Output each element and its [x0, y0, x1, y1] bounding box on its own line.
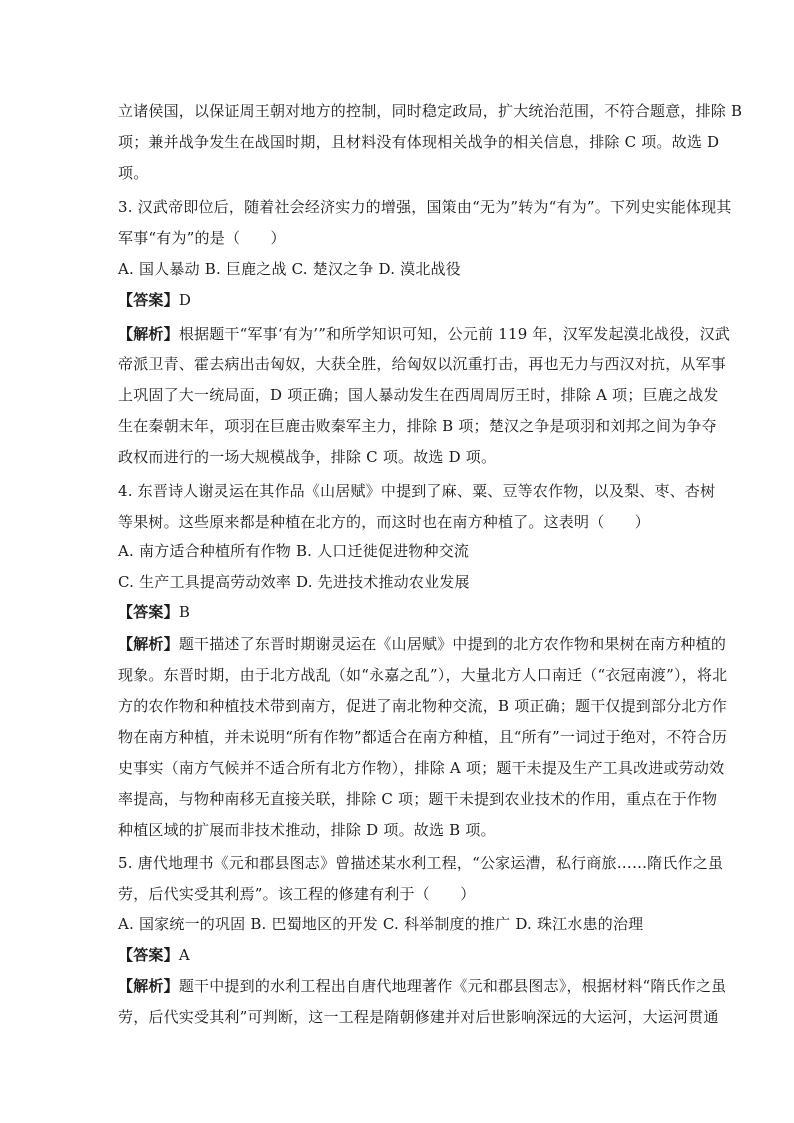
question-4-analysis: 种植区域的扩展而非技术推动，排除 D 项。故选 B 项。: [118, 821, 496, 839]
question-5-options: A. 国家统一的巩固 B. 巴蜀地区的开发 C. 科举制度的推广 D. 珠江水患的治理: [118, 915, 644, 933]
question-5-answer: [118, 945, 678, 965]
section-label: 【解析】: [118, 325, 179, 343]
section-label: 【答案】: [118, 291, 179, 309]
question-5-analysis: 劳，后代实受其利”可判断，这一工程是隋朝修建并对后世影响深远的大运河，大运河贯通: [118, 1008, 719, 1026]
section-text: 题干描述了东晋时期谢灵运在《山居赋》中提到的北方农作物和果树在南方种植的: [178, 635, 727, 653]
section-label: 【答案】: [118, 603, 179, 621]
question-3-answer: [118, 290, 678, 310]
question-4-answer: [118, 602, 678, 622]
question-5-analysis: [118, 976, 727, 996]
question-4-options: C. 生产工具提高劳动效率 D. 先进技术推动农业发展: [118, 573, 470, 591]
text-line: 项。: [118, 164, 149, 182]
section-label: 【解析】: [118, 977, 179, 995]
section-label: 【答案】: [118, 946, 179, 964]
question-3-analysis: 政权而进行的一场大规模战争，排除 C 项。故选 D 项。: [118, 448, 497, 466]
question-4-analysis: 物在南方种植，并未说明“所有作物”都适合在南方种植，且“所有”一词过于绝对，不符合历: [118, 728, 728, 746]
question-3-options: A. 国人暴动 B. 巨鹿之战 C. 楚汉之争 D. 漠北战役: [118, 260, 461, 278]
question-3-stem: 3. 汉武帝即位后，随着社会经济实力的增强，国策由“无为”转为“有为”。下列史实能体现其: [118, 198, 732, 216]
section-text: D: [178, 291, 192, 309]
question-4-stem: 4. 东晋诗人谢灵运在其作品《山居赋》中提到了麻、粟、豆等农作物，以及梨、枣、杏树: [118, 482, 716, 500]
text-line: 立诸侯国，以保证周王朝对地方的控制，同时稳定政局，扩大统治范围，不符合题意，排除 B: [118, 102, 743, 120]
question-4-analysis: 方的农作物和种植技术带到南方，促进了南北物种交流，B 项正确；题干仅提到部分北方作: [118, 697, 727, 715]
question-5-stem: 5. 唐代地理书《元和郡县图志》曾描述某水利工程，“公家运漕，私行商旅……隋氏作之虽: [118, 854, 724, 872]
text-line: 项；兼并战争发生在战国时期，且材料没有体现相关战争的相关信息，排除 C 项。故选 D: [118, 133, 720, 151]
section-text: B: [178, 603, 191, 621]
question-3-analysis: 上巩固了大一统局面，D 项正确；国人暴动发生在西周周厉王时，排除 A 项；巨鹿之战发: [118, 386, 719, 404]
question-3-analysis: 生在秦朝末年，项羽在巨鹿击败秦军主力，排除 B 项；楚汉之争是项羽和刘邦之间为争夺: [118, 417, 717, 435]
question-4-options: A. 南方适合种植所有作物 B. 人口迁徙促进物种交流: [118, 542, 470, 560]
question-3-stem: 军事“有为”的是（ ）: [118, 229, 286, 247]
section-text: A: [178, 946, 190, 964]
question-4-analysis: 率提高，与物种南移无直接关联，排除 C 项；题干未提到农业技术的作用，重点在于作物: [118, 790, 718, 808]
section-text: 根据题干“军事‘有为’”和所学知识可知，公元前 119 年，汉军发起漠北战役，汉武: [178, 325, 731, 343]
question-3-analysis: [118, 324, 731, 344]
section-label: 【解析】: [118, 635, 179, 653]
question-5-stem: 劳，后代实受其利焉”。该工程的修建有利于（ ）: [118, 885, 476, 903]
question-4-analysis: 史事实（南方气候并不适合所有北方作物），排除 A 项；题干未提及生产工具改进或劳动效: [118, 759, 725, 777]
question-4-stem: 等果树。这些原来都是种植在北方的，而这时也在南方种植了。这表明（ ）: [118, 513, 651, 531]
question-4-analysis: 现象。东晋时期，由于北方战乱（如“永嘉之乱”），大量北方人口南迁（“衣冠南渡”），将北: [118, 666, 728, 684]
section-text: 题干中提到的水利工程出自唐代地理著作《元和郡县图志》，根据材料“隋氏作之虽: [178, 977, 727, 995]
question-4-analysis: [118, 634, 727, 654]
question-3-analysis: 帝派卫青、霍去病出击匈奴，大获全胜，给匈奴以沉重打击，再也无力与西汉对抗，从军事: [118, 355, 727, 373]
